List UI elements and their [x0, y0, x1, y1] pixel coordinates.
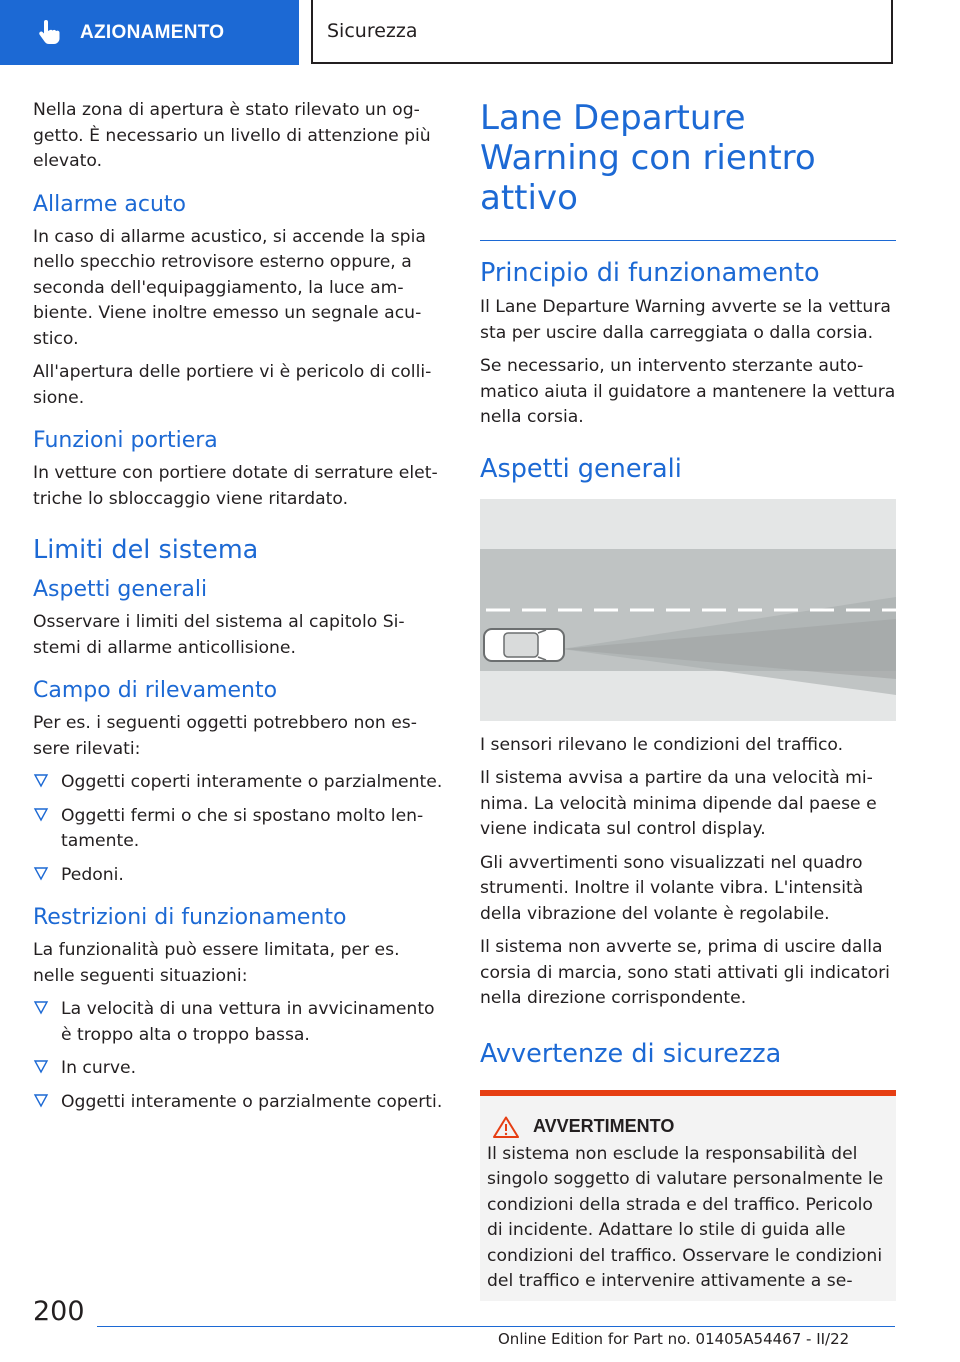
left-column	[33, 98, 445, 1123]
paragraph-sensori: I sensori rilevano le condizioni del traffico.	[480, 734, 844, 755]
triangle-bullet-icon	[33, 807, 49, 823]
warning-title: AVVERTIMENTO	[533, 1116, 675, 1136]
paragraph-aspetti: Osservare i limiti del sistema al capitolo Sistemi di allarme anticollisione.	[33, 612, 405, 658]
list-item	[33, 1090, 445, 1116]
chapter-header	[311, 0, 893, 64]
list-item-text: In curve.	[61, 1058, 137, 1078]
heading-aspetti-generali-right: Aspetti generali	[480, 453, 682, 484]
triangle-bullet-icon	[33, 1059, 49, 1075]
paragraph-principio-1: Il Lane Departure Warning avverte se la vettura sta per uscire dalla carreggiata o dalla corsia.	[480, 297, 891, 343]
paragraph-allarme-2: All'apertura delle portiere vi è pericolo di collisione.	[33, 362, 432, 408]
warning-text: Il sistema non esclude la responsabilità del singolo soggetto di valutare personalmente le condizioni della strada e del traffico. Pericolo di incidente. Adattare lo stile di guida alle condizioni del traffico. Osservare le condizioni del traffico e intervenire attivamente a se-	[487, 1143, 884, 1291]
triangle-bullet-icon	[33, 773, 49, 789]
list-item	[33, 863, 445, 889]
chapter-title: Lane Departure Warning con rientro attivo	[480, 98, 816, 218]
list-item-text: Oggetti interamente o parzialmente coperti.	[61, 1091, 443, 1112]
list-item-text: Oggetti fermi o che si spostano molto lentamente.	[61, 805, 424, 851]
list-item-text: Oggetti coperti interamente o parzialmente.	[61, 772, 443, 792]
list-item-text: La velocità di una vettura in avvicinamento è troppo alta o troppo bassa.	[61, 999, 435, 1045]
paragraph-velocita: Il sistema avvisa a partire da una velocità minima. La velocità minima dipende dal paese e viene indicata sul control display.	[480, 768, 877, 839]
paragraph-indicatori: Il sistema non avverte se, prima di uscire dalla corsia di marcia, sono stati attivati gli indicatori nella direzione corrispondente.	[480, 937, 890, 1008]
footer-rule	[97, 1326, 895, 1327]
paragraph-funzioni: In vetture con portiere dotate di serrature elettriche lo sbloccaggio viene ritardato.	[33, 463, 438, 509]
page-number: 200	[33, 1296, 85, 1327]
list-item	[33, 997, 445, 1048]
paragraph-principio-2: Se necessario, un intervento sterzante automatico aiuta il guidatore a mantenere la vettura nella corsia.	[480, 356, 896, 427]
list-item	[33, 770, 445, 796]
triangle-bullet-icon	[33, 1093, 49, 1109]
paragraph-restrizioni: La funzionalità può essere limitata, per es. nelle seguenti situazioni:	[33, 940, 400, 986]
lane-illustration	[480, 499, 896, 721]
paragraph-campo: Per es. i seguenti oggetti potrebbero non essere rilevati:	[33, 713, 417, 759]
car-icon	[484, 629, 564, 661]
paragraph-allarme-1: In caso di allarme acustico, si accende la spia nello specchio retrovisore esterno oppure, a seconda dell'equipaggiamento, la luce ambiente. Viene inoltre emesso un segnale acustico.	[33, 226, 426, 349]
hand-pointer-icon	[34, 19, 62, 47]
list-item	[33, 804, 445, 855]
heading-funzioni-portiera: Funzioni portiera	[33, 428, 218, 453]
heading-principio: Principio di funzionamento	[480, 258, 820, 288]
heading-allarme-acuto: Allarme acuto	[33, 191, 186, 217]
title-rule	[480, 240, 896, 241]
heading-avvertenze: Avvertenze di sicurezza	[480, 1038, 782, 1069]
heading-restrizioni: Restrizioni di funzionamento	[33, 905, 347, 930]
campo-list	[33, 770, 445, 888]
heading-campo-rilevamento: Campo di rilevamento	[33, 678, 278, 703]
list-item-text: Pedoni.	[61, 864, 124, 885]
list-item	[33, 1056, 445, 1082]
chapter-label: Sicurezza	[327, 20, 418, 42]
heading-aspetti-generali-left: Aspetti generali	[33, 577, 208, 602]
triangle-bullet-icon	[33, 1000, 49, 1016]
intro-paragraph: Nella zona di apertura è stato rilevato un oggetto. È necessario un livello di attenzione più elevato.	[33, 100, 431, 171]
right-column	[480, 98, 896, 1301]
warning-header	[487, 1116, 888, 1138]
footer-edition: Online Edition for Part no. 01405A54467 - II/22	[498, 1330, 850, 1348]
warning-triangle-icon	[493, 1116, 519, 1138]
warning-box	[480, 1090, 896, 1301]
triangle-bullet-icon	[33, 866, 49, 882]
paragraph-avvertimenti: Gli avvertimenti sono visualizzati nel quadro strumenti. Inoltre il volante vibra. L'intensità della vibrazione del volante è regolabile.	[480, 852, 864, 924]
section-label: AZIONAMENTO	[80, 21, 225, 43]
heading-limiti-sistema: Limiti del sistema	[33, 535, 259, 565]
restrizioni-list	[33, 997, 445, 1115]
section-tab	[0, 0, 299, 65]
